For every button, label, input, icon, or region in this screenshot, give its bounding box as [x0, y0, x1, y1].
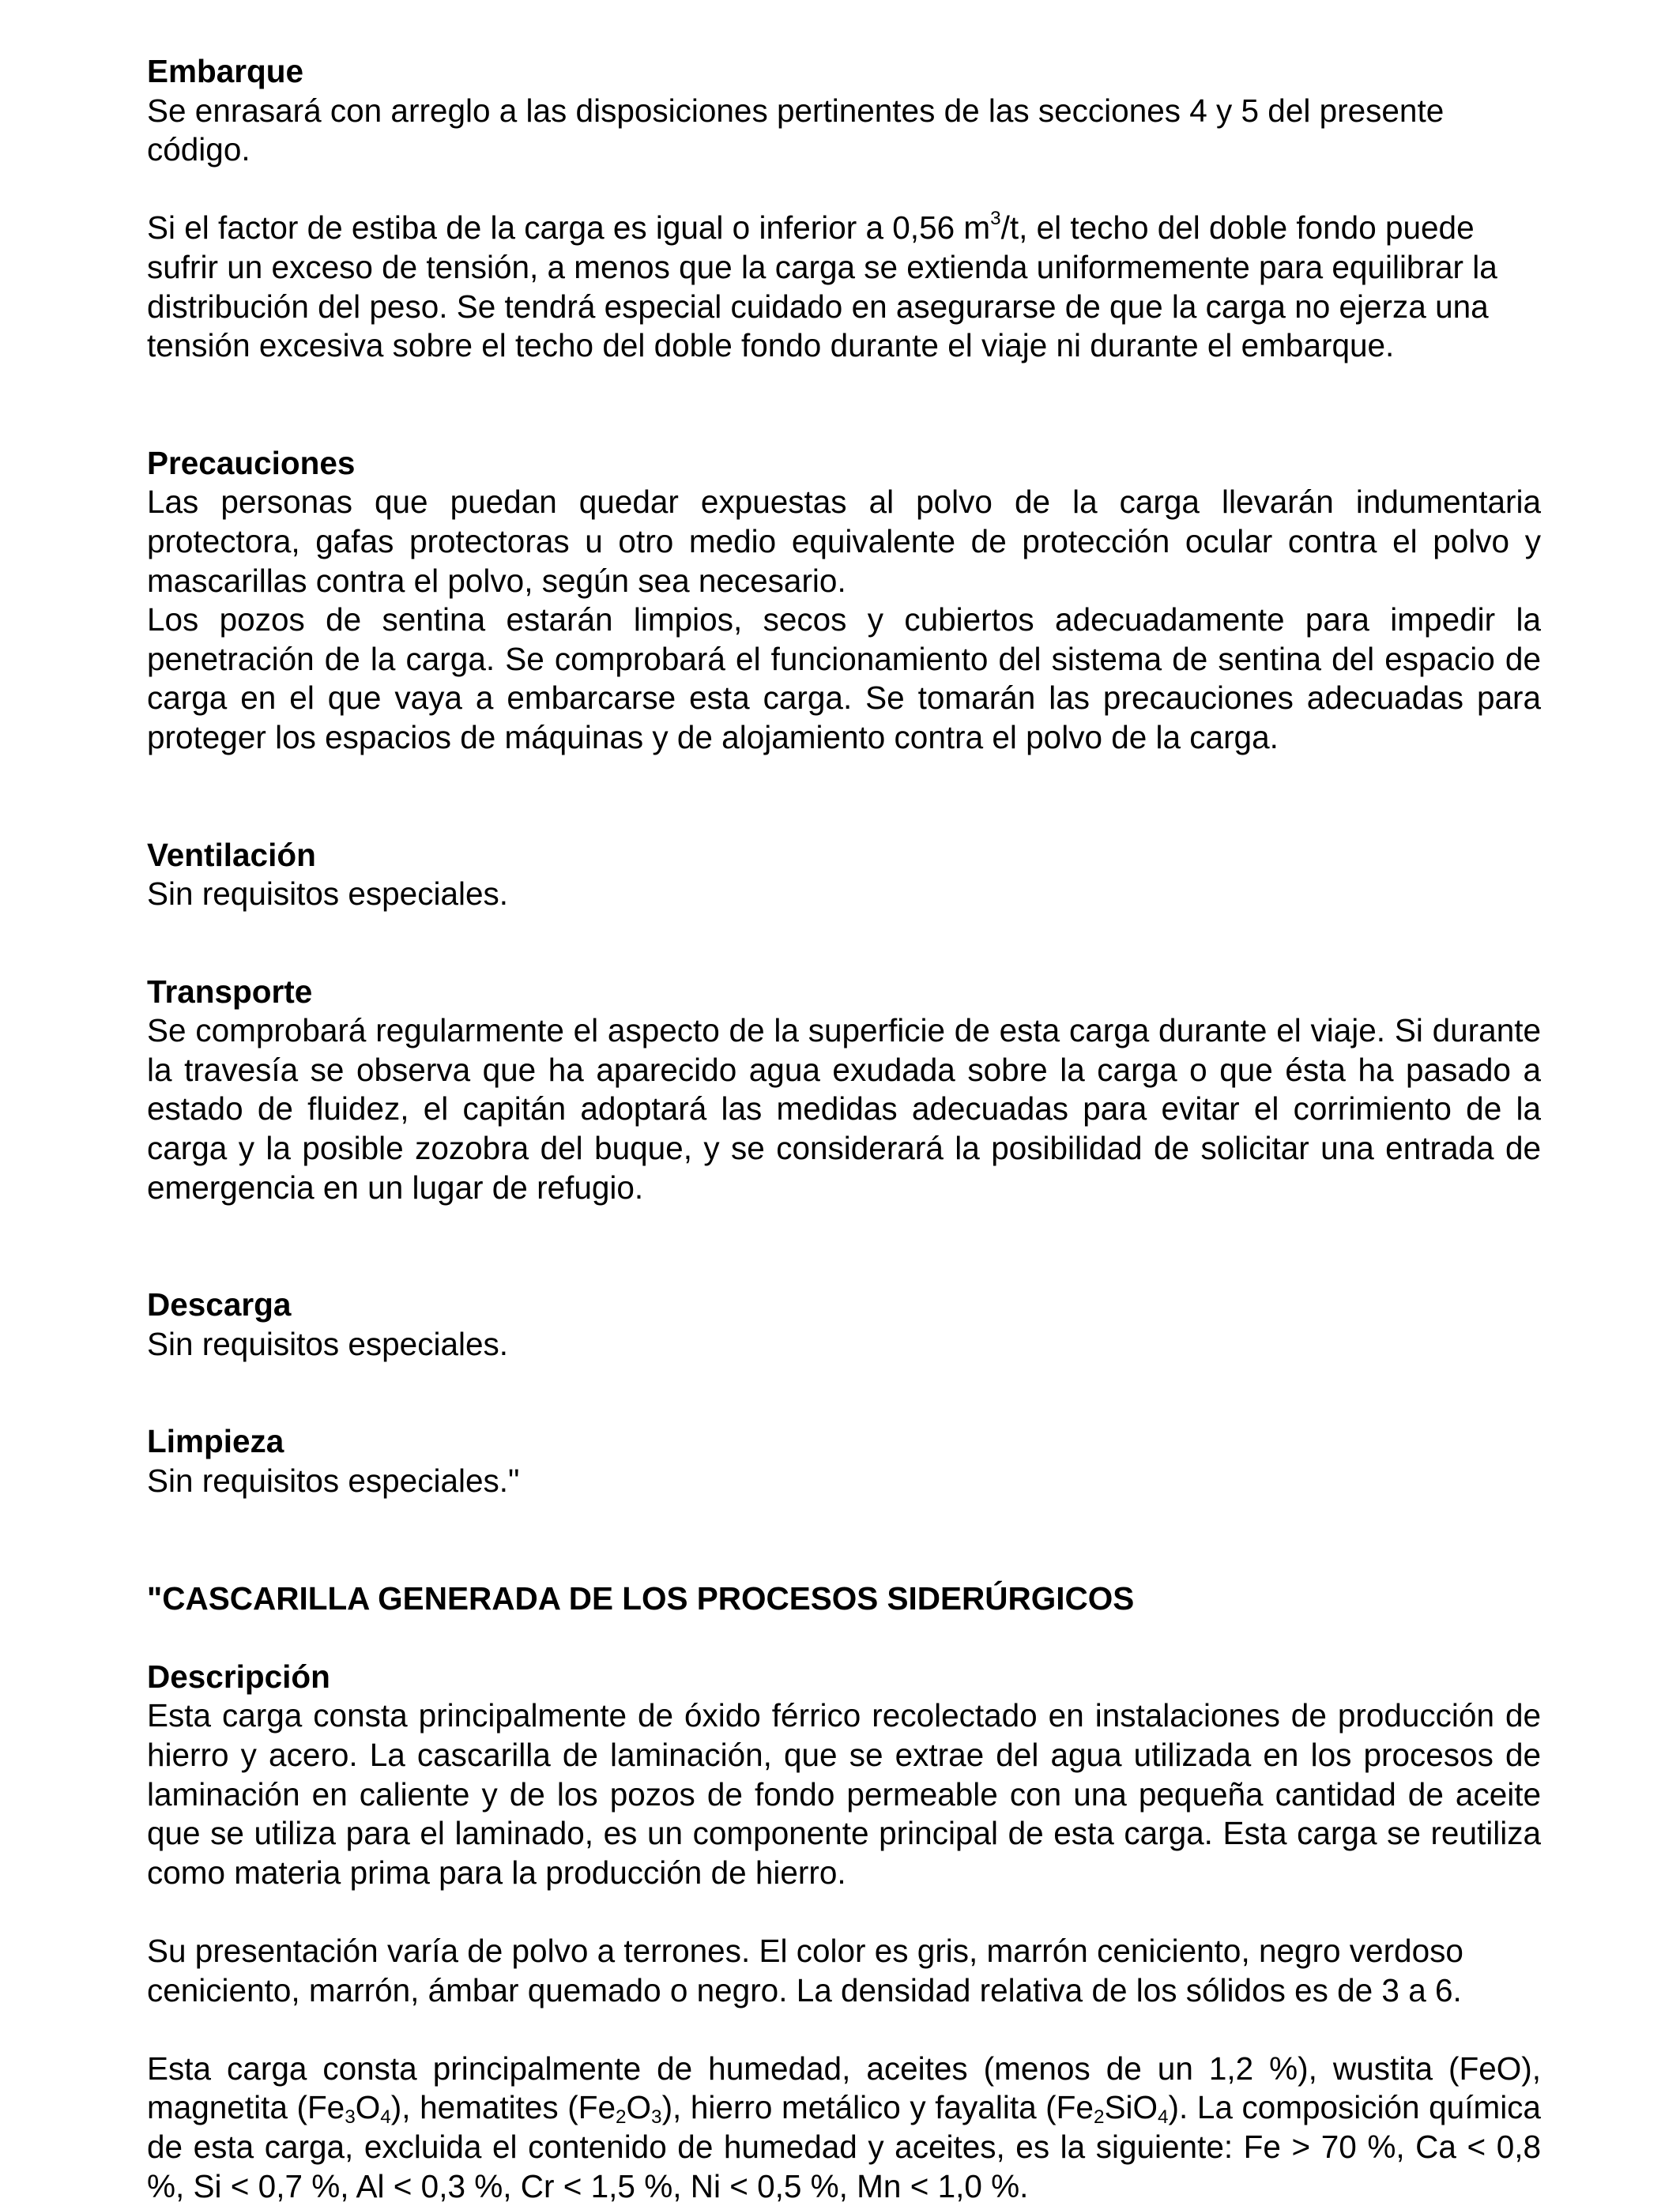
section-limpieza: [147, 1422, 1541, 1500]
limpieza-text: Sin requisitos especiales.": [147, 1463, 520, 1500]
descripcion-paragraph-3: [147, 2050, 1541, 2206]
section-descripcion-2: [147, 1932, 1541, 2010]
heading-limpieza: Limpieza: [147, 1423, 284, 1460]
embarque-paragraph-2: [147, 209, 1541, 365]
p3-text-b: O: [355, 2089, 381, 2126]
heading-descripcion: Descripción: [147, 1658, 330, 1695]
p3-text-e: ), hierro metálico y fayalita (Fe: [661, 2089, 1094, 2126]
heading-transporte: Transporte: [147, 973, 313, 1010]
superscript-3: 3: [990, 208, 1001, 230]
p3-text-a: Esta carga consta principalmente de humedad, aceites (menos de un 1,2 %), wustita (FeO), magnetita (Fe: [147, 2050, 1541, 2126]
descripcion-paragraph-1: Esta carga consta principalmente de óxido férrico recolectado en instalaciones de producción de hierro y acero. La cascarilla de laminación, que se extrae del agua utilizada en los procesos de laminación en caliente y de los pozos de fondo permeable con una pequeña cantidad de aceite que se utiliza para el laminado, es un componente principal de esta carga. Esta carga se reutiliza como materia prima para la producción de hierro.: [147, 1697, 1541, 1891]
heading-embarque: Embarque: [147, 53, 304, 89]
section-cascarilla-title: [147, 1579, 1541, 1619]
subscript: 4: [1157, 2106, 1169, 2129]
precauciones-paragraph-1: Las personas que puedan quedar expuestas al polvo de la carga llevarán indumentaria protectora, gafas protectoras u otro medio equivalente de protección ocular contra el polvo y mascarillas contra el polvo, según sea necesario.: [147, 484, 1541, 599]
section-descarga: [147, 1286, 1541, 1364]
subscript: 3: [345, 2106, 356, 2129]
embarque-p2-text-a: Si el factor de estiba de la carga es igual o inferior a 0,56 m: [147, 209, 991, 247]
subscript: 3: [651, 2106, 662, 2129]
p3-text-f: SiO: [1104, 2089, 1158, 2126]
subscript: 2: [616, 2106, 627, 2129]
heading-ventilacion: Ventilación: [147, 836, 316, 873]
descarga-text: Sin requisitos especiales.: [147, 1325, 508, 1362]
section-precauciones: [147, 444, 1541, 758]
section-embarque-estiba: [147, 209, 1541, 365]
subscript: 2: [1093, 2106, 1105, 2129]
section-descripcion-3: [147, 2050, 1541, 2206]
precauciones-paragraph-2: Los pozos de sentina estarán limpios, secos y cubiertos adecuadamente para impedir la penetración de la carga. Se comprobará el funcionamiento del sistema de sentina del espacio de carga en el que vaya a embarcarse esta carga. Se tomarán las precauciones adecuadas para proteger los espacios de máquinas y de alojamiento contra el polvo de la carga.: [147, 601, 1541, 755]
transporte-text: Se comprobará regularmente el aspecto de la superficie de esta carga durante el viaje. Si durante la travesía se observa que ha aparecido agua exudada sobre la carga o que ésta ha pasado a estado de fluidez, el capitán adoptará las medidas adecuadas para evitar el corrimiento de la carga y la posible zozobra del buque, y se considerará la posibilidad de solicitar una entrada de emergencia en un lugar de refugio.: [147, 1012, 1541, 1206]
ventilacion-text: Sin requisitos especiales.: [147, 875, 508, 913]
subscript: 4: [380, 2106, 391, 2129]
heading-descarga: Descarga: [147, 1286, 292, 1323]
section-descripcion: [147, 1658, 1541, 1893]
embarque-paragraph-1: Se enrasará con arreglo a las disposiciones pertinentes de las secciones 4 y 5 del presente código.: [147, 92, 1445, 168]
section-embarque: [147, 52, 1541, 170]
p3-text-g: ). La composición química de esta carga, excluida el contenido de humedad y aceites, es la siguiente: Fe > 70 %, Ca < 0,8 %, Si < 0,7 %, Al < 0,3 %, Cr < 1,5 %, Ni < 0,5 %, Mn < 1,0 %.: [147, 2089, 1541, 2204]
descripcion-paragraph-2: Su presentación varía de polvo a terrones. El color es gris, marrón ceniciento, negro verdoso ceniciento, marrón, ámbar quemado o negro. La densidad relativa de los sólidos es de 3 a 6.: [147, 1932, 1463, 2008]
embarque-p2-text-b: /t, el techo del doble fondo puede sufrir un exceso de tensión, a menos que la carga se extienda uniformemente para equilibrar la distribución del peso. Se tendrá especial cuidado en asegurarse de que la carga no ejerza una tensión excesiva sobre el techo del doble fondo durante el viaje ni durante el embarque.: [147, 209, 1497, 364]
document-page: [147, 52, 1541, 2206]
section-ventilacion: [147, 836, 1541, 914]
section-transporte: [147, 973, 1541, 1208]
p3-text-c: ), hematites (Fe: [390, 2089, 616, 2126]
heading-precauciones: Precauciones: [147, 444, 356, 481]
p3-text-d: O: [626, 2089, 652, 2126]
cargo-title: "CASCARILLA GENERADA DE LOS PROCESOS SIDERÚRGICOS: [147, 1579, 1135, 1617]
